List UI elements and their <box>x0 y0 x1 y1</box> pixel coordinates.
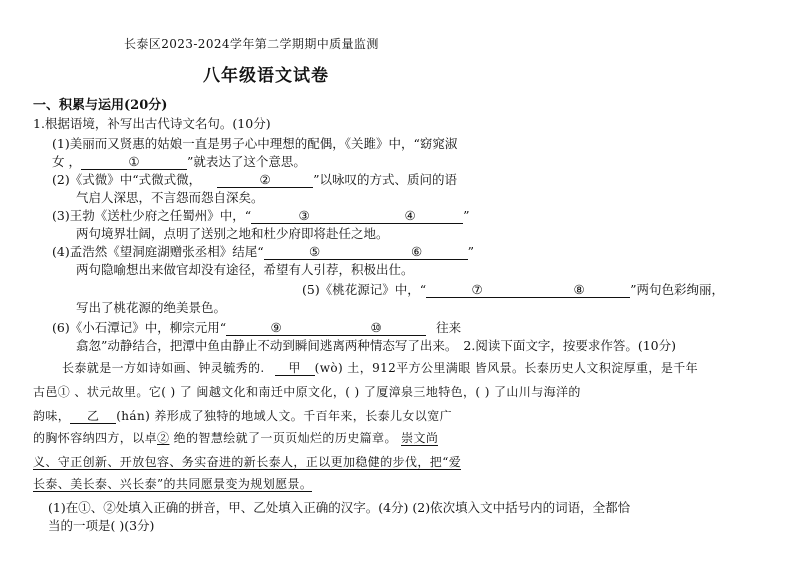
q1-item6-post: 往来 <box>436 320 462 335</box>
blank-6[interactable]: ⑥ <box>366 245 468 260</box>
q1-item1-cont-post: ”就表达了这个意思。 <box>186 154 306 169</box>
blank-4[interactable]: ④ <box>357 209 463 224</box>
q1-item6-line1 <box>52 320 461 336</box>
q1-item4-post: ” <box>467 244 474 259</box>
q1-item2-line1 <box>52 172 457 188</box>
q2-sub-a: (1)在①、②处填入正确的拼音，甲、乙处填入正确的汉字。(4分) (2)依次填入文中括号内的词语，全都恰 <box>48 500 631 515</box>
q1-item5-line1 <box>302 282 724 298</box>
passage-l6: 长泰、美长泰、兴长泰”的共同愿景变为规划愿景。 <box>33 477 313 491</box>
q1-item2-pre: (2)《式微》中“式微式微， <box>52 172 202 187</box>
q1-item6-cont-text: 翕忽”动静结合，把潭中鱼由静止不动到瞬间逃离两种情态写了出来。 <box>76 338 458 353</box>
passage-line-6 <box>33 476 312 492</box>
q1-item5-pre: (5)《桃花源记》中，“ <box>302 282 427 297</box>
passage-l5: 义、守正创新、开放包容、务实奋进的新长泰人，正以更加稳健的步伐，把“爱 <box>33 455 462 469</box>
q1-item3-cont: 两句境界壮阔，点明了送别之地和杜少府即将赴任之地。 <box>76 226 389 241</box>
q1-item3-pre: (3)王勃《送杜少府之任蜀州》中，“ <box>52 208 252 223</box>
exam-subtitle: 长泰区2023-2024学年第二学期期中质量监测 <box>124 37 379 51</box>
passage-line-3 <box>33 408 452 424</box>
passage-line-4 <box>33 430 438 446</box>
passage-l2: 古邑① 、状元故里。它( ) 了 闽越文化和南迁中原文化，( ) 了厦漳泉三地特色，( ) 了山川与海洋的 <box>33 385 581 399</box>
passage-l1: 长泰就是一方如诗如画、钟灵毓秀的. <box>62 361 265 375</box>
q1-item3-post: ” <box>463 208 470 223</box>
q1-item5-post: ”两句色彩绚丽， <box>630 282 725 297</box>
passage-l3-pre: 韵味， <box>33 409 71 423</box>
q1-item1-text: (1)美丽而又贤惠的姑娘一直是男子心中理想的配偶，《关雎》中，“窈窕淑 <box>52 136 458 151</box>
blank-1[interactable]: ① <box>81 155 187 170</box>
q1-item4-cont: 两句隐喻想出来做官却没有途径，希望有人引荐，积极出仕。 <box>76 262 414 277</box>
q2-prompt: 2.阅读下面文字，按要求作答。(10分) <box>463 338 676 353</box>
blank-7[interactable]: ⑦ <box>426 283 528 298</box>
blank-2[interactable]: ② <box>217 173 313 188</box>
blank-5[interactable]: ⑤ <box>264 245 366 260</box>
q1-item6-pre: (6)《小石潭记》中，柳宗元用“ <box>52 320 227 335</box>
q1-item4-line1 <box>52 244 474 260</box>
mark-2: ② <box>157 431 170 445</box>
q1-item1-line2 <box>52 154 306 170</box>
passage-line-1 <box>62 360 698 376</box>
passage-line-5 <box>33 454 461 470</box>
blank-jia[interactable]: 甲 <box>275 361 315 376</box>
section-heading: 一、积累与运用(20分) <box>33 98 168 113</box>
blank-9[interactable]: ⑨ <box>226 321 326 336</box>
blank-3[interactable]: ③ <box>251 209 357 224</box>
q1-item1-line1 <box>52 136 457 152</box>
passage-l4-mid: 绝的智慧绘就了一页页灿烂的历史篇章。 <box>169 431 402 445</box>
passage-l3-post: (hán) 养形成了独特的地域人文。千百年来，长泰儿女以宽广 <box>116 409 452 423</box>
blank-10[interactable]: ⑩ <box>326 321 426 336</box>
page-title: 八年级语文试卷 <box>203 66 329 86</box>
passage-l1-post: (wò) 土，912平方公里满眼 皆风景。长泰历史人文积淀厚重，是千年 <box>314 361 699 375</box>
q1-item2-post: ”以咏叹的方式、质问的语 <box>313 172 458 187</box>
q1-item4-pre: (4)孟浩然《望洞庭湖赠张丞相》结尾“ <box>52 244 264 259</box>
blank-8[interactable]: ⑧ <box>528 283 630 298</box>
q1-item1-cont-pre: 女 ， <box>52 154 81 169</box>
q1-prompt: 1.根据语境，补写出古代诗文名句。(10分) <box>33 116 271 131</box>
blank-yi[interactable]: 乙 <box>70 409 116 424</box>
q1-item6-cont <box>76 338 676 354</box>
passage-l4-pre: 的胸怀容纳四方，以卓 <box>33 431 158 445</box>
passage-l4-underlined: 崇文尚 <box>401 431 439 445</box>
q1-item5-cont: 写出了桃花源的绝美景色。 <box>76 300 227 315</box>
q1-item2-cont: 气启人深思，不言怨而怨自深矣。 <box>76 190 264 205</box>
q1-item3-line1 <box>52 208 470 224</box>
q2-sub-b: 当的一项是( )(3分) <box>48 518 155 533</box>
